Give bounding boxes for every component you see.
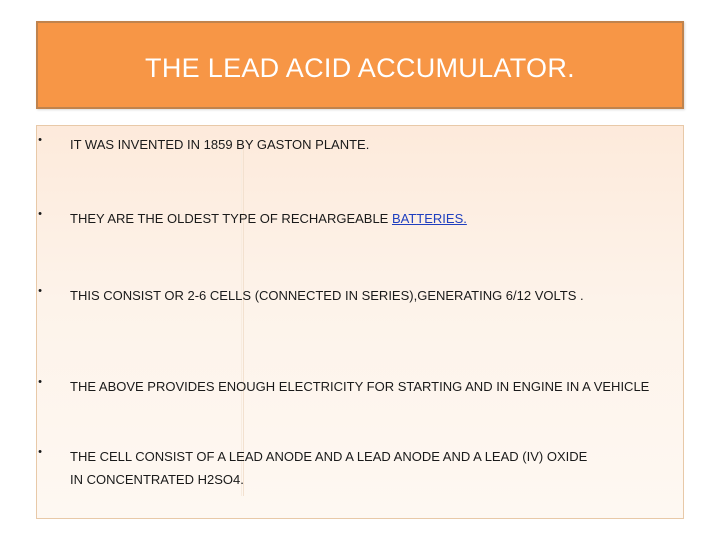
bullet-text-main: THEY ARE THE OLDEST TYPE OF RECHARGEABLE: [70, 211, 392, 226]
divider-line: [243, 140, 244, 496]
bullet-icon: •: [38, 285, 42, 297]
slide-title-box: [36, 21, 684, 109]
bullet-text: IT WAS INVENTED IN 1859 BY GASTON PLANTE.: [70, 137, 370, 152]
bullet-text: [70, 208, 467, 229]
bullet-text: THE ABOVE PROVIDES ENOUGH ELECTRICITY FOR STARTING AND IN ENGINE IN A VEHICLE: [70, 379, 650, 394]
slide-title: THE LEAD ACID ACCUMULATOR.: [145, 53, 575, 83]
bullet-text: THE CELL CONSIST OF A LEAD ANODE AND A LEAD ANODE AND A LEAD (IV) OXIDE: [70, 449, 588, 464]
bullet-icon: •: [38, 376, 42, 388]
bullet-icon: •: [38, 446, 42, 458]
bullet-icon: •: [38, 208, 42, 220]
slide-content-box: [36, 125, 684, 519]
bullet-text-line2: IN CONCENTRATED H2SO4.: [70, 472, 244, 487]
batteries-link[interactable]: BATTERIES.: [391, 211, 467, 226]
bullet-text: THIS CONSIST OR 2-6 CELLS (CONNECTED IN SERIES),GENERATING 6/12 VOLTS .: [70, 288, 584, 303]
divider-line-faint: [241, 140, 242, 496]
bullet-icon: •: [38, 134, 42, 146]
